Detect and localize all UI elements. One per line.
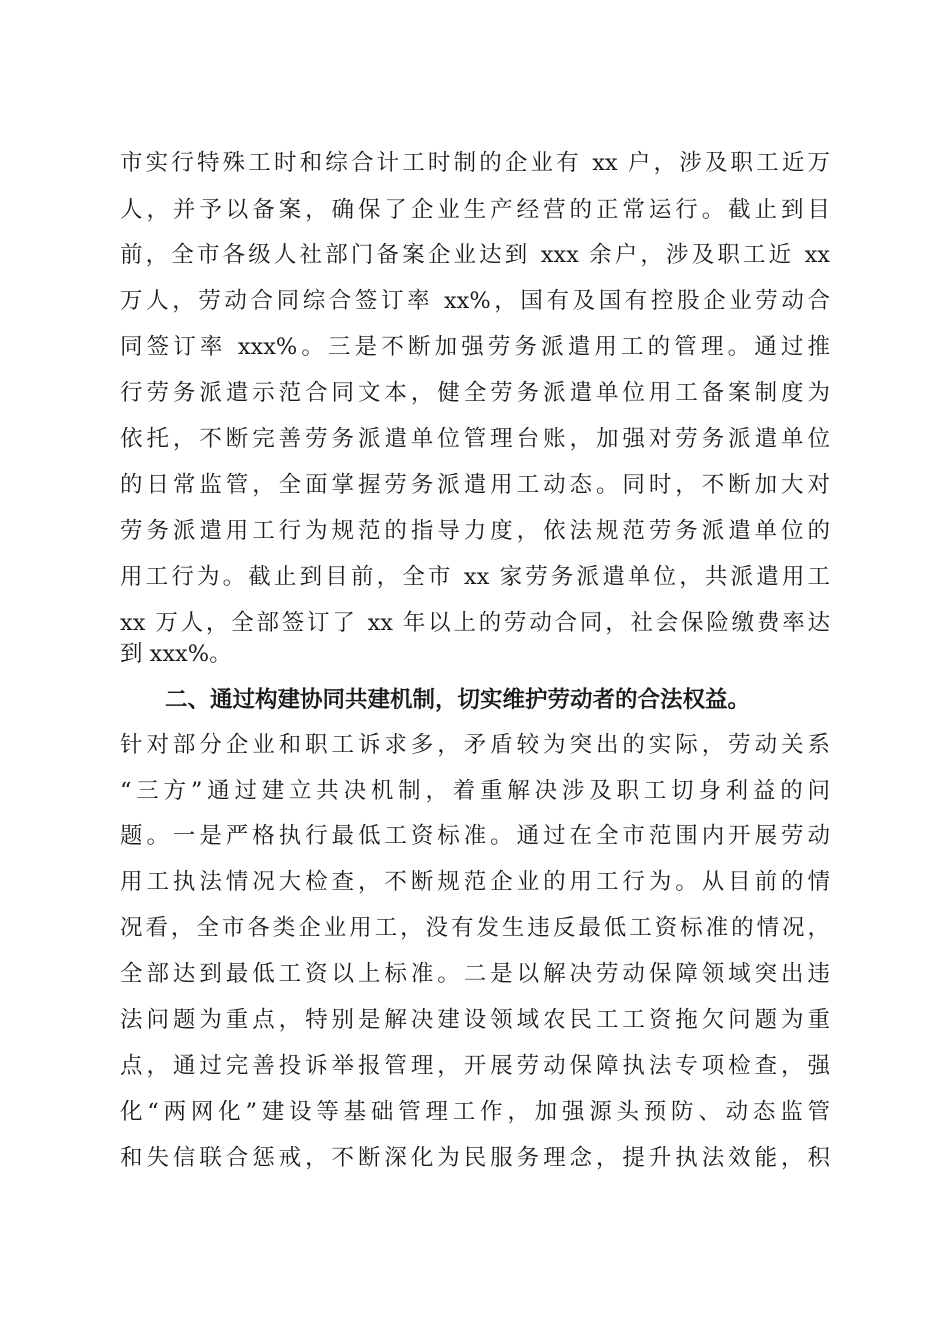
paragraph-line: “三方”通过建立共决机制，着重解决涉及职工切身利益的问 bbox=[120, 778, 830, 804]
paragraph-line: 和失信联合惩戒，不断深化为民服务理念，提升执法效能，积 bbox=[120, 1145, 830, 1171]
paragraph-line-last: 到 xxx%。 bbox=[120, 641, 232, 667]
paragraph-line: xx 万人，全部签订了 xx 年以上的劳动合同，社会保险缴费率达 bbox=[120, 610, 830, 636]
paragraph-line: 用工行为。截止到目前，全市 xx 家劳务派遣单位，共派遣用工 bbox=[120, 564, 830, 590]
paragraph-line: 行劳务派遣示范合同文本，健全劳务派遣单位用工备案制度为 bbox=[120, 380, 830, 406]
paragraph-line: 依托，不断完善劳务派遣单位管理台账，加强对劳务派遣单位 bbox=[120, 426, 830, 452]
paragraph-line: 市实行特殊工时和综合计工时制的企业有 xx 户，涉及职工近万 bbox=[120, 150, 830, 176]
paragraph-line: 的日常监管，全面掌握劳务派遣用工动态。同时，不断加大对 bbox=[120, 472, 830, 498]
paragraph-line: 点，通过完善投诉举报管理，开展劳动保障执法专项检查，强 bbox=[120, 1053, 830, 1079]
paragraph-line: 题。一是严格执行最低工资标准。通过在全市范围内开展劳动 bbox=[120, 823, 830, 849]
paragraph-line: 万人，劳动合同综合签订率 xx%，国有及国有控股企业劳动合 bbox=[120, 288, 830, 314]
paragraph-line: 劳务派遣用工行为规范的指导力度，依法规范劳务派遣单位的 bbox=[120, 518, 830, 544]
paragraph-line: 针对部分企业和职工诉求多，矛盾较为突出的实际，劳动关系 bbox=[120, 732, 830, 758]
paragraph-line: 全部达到最低工资以上标准。二是以解决劳动保障领域突出违 bbox=[120, 961, 830, 987]
section-heading: 二、通过构建协同共建机制，切实维护劳动者的合法权益。 bbox=[165, 687, 751, 713]
paragraph-line: 化“两网化”建设等基础管理工作，加强源头预防、动态监管 bbox=[120, 1099, 830, 1125]
paragraph-line: 法问题为重点，特别是解决建设领域农民工工资拖欠问题为重 bbox=[120, 1007, 830, 1033]
paragraph-line: 人，并予以备案，确保了企业生产经营的正常运行。截止到目 bbox=[120, 197, 830, 223]
paragraph-line: 用工执法情况大检查，不断规范企业的用工行为。从目前的情 bbox=[120, 869, 830, 895]
paragraph-line: 况看，全市各类企业用工，没有发生违反最低工资标准的情况， bbox=[120, 915, 830, 941]
paragraph-line: 前，全市各级人社部门备案企业达到 xxx 余户，涉及职工近 xx bbox=[120, 242, 830, 268]
paragraph-line: 同签订率 xxx%。三是不断加强劳务派遣用工的管理。通过推 bbox=[120, 334, 830, 360]
